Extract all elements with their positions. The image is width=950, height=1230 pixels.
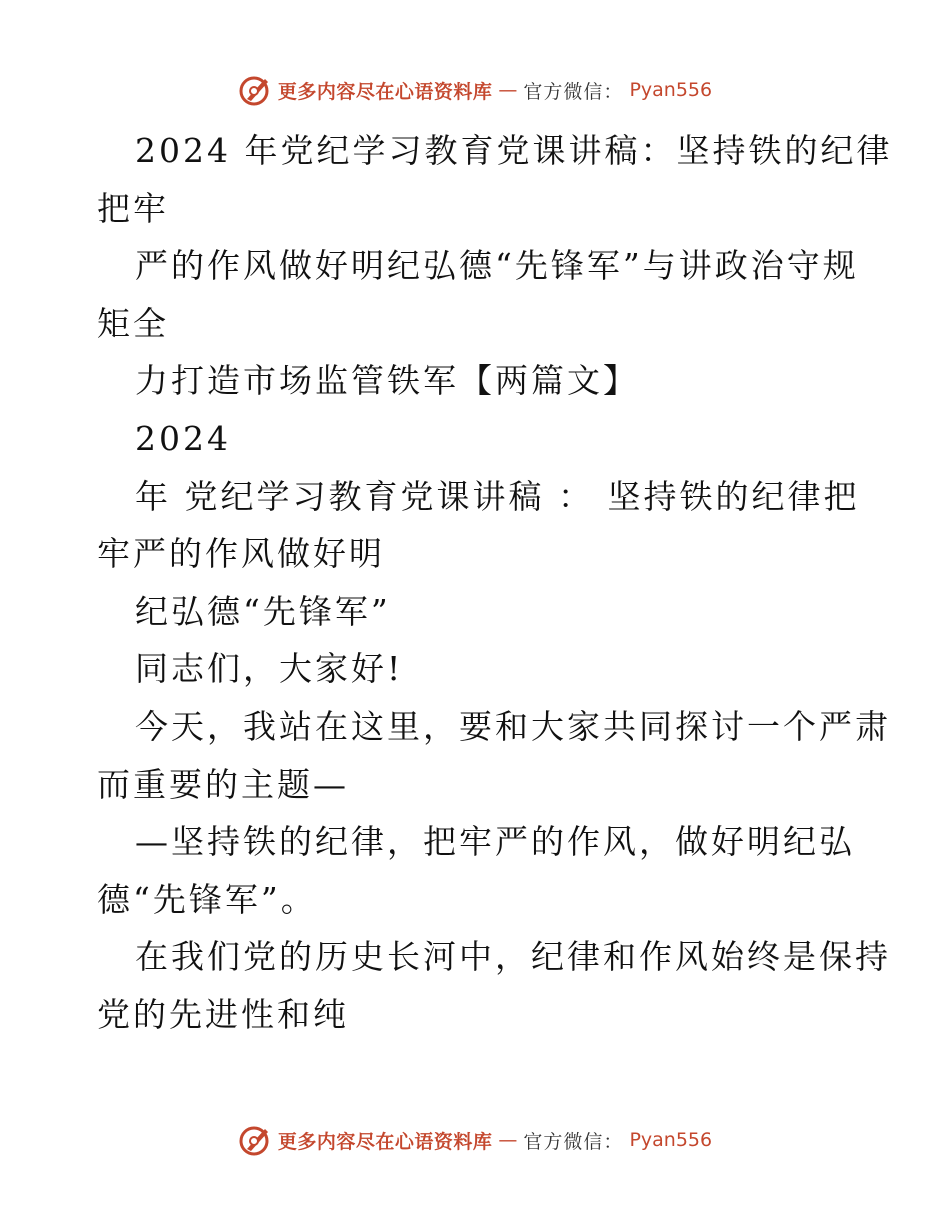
banner-wechat-label: 官方微信： [523, 80, 624, 103]
banner-brand: 更多内容尽在心语资料库 [277, 80, 493, 103]
footer-watermark [0, 1122, 950, 1158]
banner-account: Pyan556 [629, 1129, 713, 1151]
banner-wechat-label: 官方微信： [523, 1130, 624, 1153]
quill-logo-icon [238, 73, 272, 107]
banner-separator: — [498, 1129, 518, 1151]
header-watermark [0, 72, 950, 108]
text-line: 2024 年党纪学习教育党课讲稿：坚持铁的纪律 [135, 131, 893, 170]
text-line: 2024 [135, 418, 231, 458]
text-line: 而重要的主题— [97, 764, 349, 804]
text-line: 德“先锋军”。 [97, 879, 317, 919]
document-body [97, 122, 893, 1044]
text-line: 严的作风做好明纪弘德“先锋军”与讲政治守规 [135, 246, 859, 286]
text-line: 牢严的作风做好明 [97, 534, 385, 574]
text-line: 党的先进性和纯 [97, 994, 349, 1034]
text-line: 年 党纪学习教育党课讲稿 ： 坚持铁的纪律把 [135, 476, 860, 516]
text-line: 在我们党的历史长河中，纪律和作风始终是保持 [135, 937, 891, 977]
text-line: —坚持铁的纪律，把牢严的作风，做好明纪弘 [135, 822, 855, 862]
banner-brand: 更多内容尽在心语资料库 [277, 1130, 493, 1153]
quill-logo-icon [238, 1123, 272, 1157]
text-line: 力打造市场监管铁军【两篇文】 [135, 361, 639, 401]
text-line: 纪弘德“先锋军” [135, 591, 391, 631]
text-line: 矩全 [97, 303, 169, 343]
text-line: 同志们，大家好! [135, 649, 404, 689]
banner-account: Pyan556 [629, 79, 713, 101]
text-line: 今天，我站在这里，要和大家共同探讨一个严肃 [135, 706, 891, 746]
text-line: 把牢 [97, 188, 169, 228]
banner-separator: — [498, 79, 518, 101]
